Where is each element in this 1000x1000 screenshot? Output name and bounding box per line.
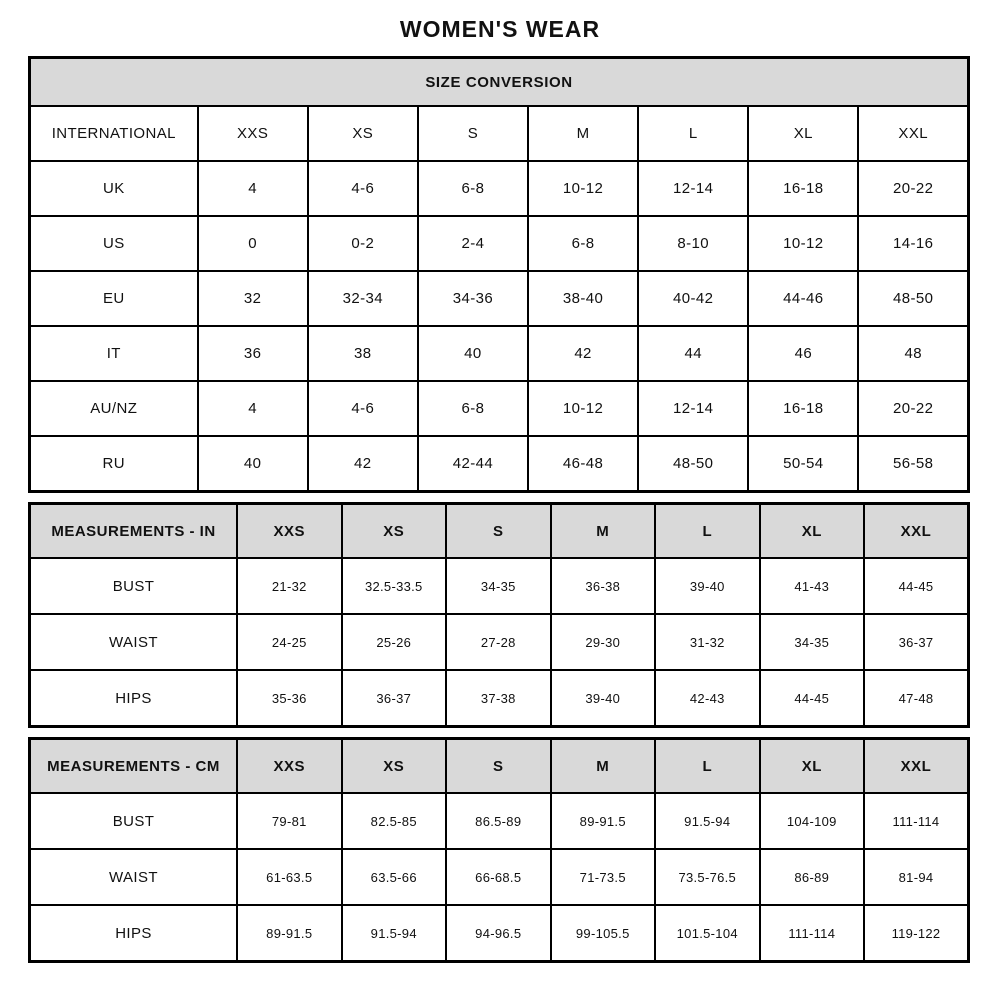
value-cell: 31-32 [655,614,760,670]
value-cell: 44-46 [748,271,858,326]
table-row [30,381,969,436]
value-cell: XXL [858,106,968,161]
value-cell: 61-63.5 [237,849,342,905]
value-cell: XXS [198,106,308,161]
size-column-header: L [655,504,760,559]
value-cell: 63.5-66 [342,849,447,905]
value-cell: 10-12 [528,161,638,216]
size-column-header: XL [760,504,865,559]
value-cell: 99-105.5 [551,905,656,962]
value-cell: 4-6 [308,161,418,216]
value-cell: 44-45 [760,670,865,727]
value-cell: 101.5-104 [655,905,760,962]
size-column-header: XXL [864,739,968,794]
value-cell: 119-122 [864,905,968,962]
value-cell: XS [308,106,418,161]
value-cell: 42-44 [418,436,528,492]
table-row [30,216,969,271]
value-cell: 36 [198,326,308,381]
value-cell: 48-50 [638,436,748,492]
row-label-cell: WAIST [30,614,238,670]
value-cell: 91.5-94 [342,905,447,962]
value-cell: 8-10 [638,216,748,271]
table-row [30,106,969,161]
value-cell: L [638,106,748,161]
value-cell: 104-109 [760,793,865,849]
size-column-header: M [551,739,656,794]
value-cell: 46-48 [528,436,638,492]
measurements-cm-table [28,737,970,963]
value-cell: 0-2 [308,216,418,271]
value-cell: 35-36 [237,670,342,727]
value-cell: 32.5-33.5 [342,558,447,614]
table-header-row [30,739,969,794]
row-label-cell: AU/NZ [30,381,198,436]
table-row [30,849,969,905]
value-cell: 44 [638,326,748,381]
value-cell: 16-18 [748,161,858,216]
table-row [30,436,969,492]
row-label-cell: WAIST [30,849,238,905]
value-cell: 71-73.5 [551,849,656,905]
value-cell: 40 [418,326,528,381]
value-cell: 73.5-76.5 [655,849,760,905]
row-label-cell: BUST [30,793,238,849]
value-cell: 86-89 [760,849,865,905]
value-cell: 6-8 [418,161,528,216]
value-cell: 48 [858,326,968,381]
value-cell: 10-12 [748,216,858,271]
value-cell: 44-45 [864,558,968,614]
table-row [30,614,969,670]
value-cell: 36-38 [551,558,656,614]
value-cell: 56-58 [858,436,968,492]
value-cell: 79-81 [237,793,342,849]
value-cell: 10-12 [528,381,638,436]
row-label-cell: HIPS [30,670,238,727]
value-cell: 21-32 [237,558,342,614]
value-cell: 89-91.5 [551,793,656,849]
value-cell: 86.5-89 [446,793,551,849]
row-label-cell: US [30,216,198,271]
value-cell: 39-40 [655,558,760,614]
size-column-header: S [446,739,551,794]
value-cell: 47-48 [864,670,968,727]
size-conversion-table [28,56,970,493]
value-cell: 42 [528,326,638,381]
value-cell: 37-38 [446,670,551,727]
value-cell: 38 [308,326,418,381]
value-cell: 50-54 [748,436,858,492]
value-cell: 42 [308,436,418,492]
value-cell: 4-6 [308,381,418,436]
value-cell: 20-22 [858,161,968,216]
value-cell: 20-22 [858,381,968,436]
size-column-header: L [655,739,760,794]
value-cell: 66-68.5 [446,849,551,905]
value-cell: 14-16 [858,216,968,271]
value-cell: 36-37 [342,670,447,727]
size-column-header: XL [760,739,865,794]
value-cell: 91.5-94 [655,793,760,849]
table-row [30,326,969,381]
value-cell: 48-50 [858,271,968,326]
value-cell: 42-43 [655,670,760,727]
value-cell: M [528,106,638,161]
value-cell: 41-43 [760,558,865,614]
table-header-row [30,504,969,559]
measurements-cm-title: MEASUREMENTS - CM [30,739,238,794]
size-column-header: XXS [237,739,342,794]
row-label-cell: IT [30,326,198,381]
value-cell: 34-36 [418,271,528,326]
value-cell: 16-18 [748,381,858,436]
value-cell: 46 [748,326,858,381]
row-label-cell: INTERNATIONAL [30,106,198,161]
row-label-cell: HIPS [30,905,238,962]
value-cell: 39-40 [551,670,656,727]
value-cell: 81-94 [864,849,968,905]
value-cell: 32 [198,271,308,326]
value-cell: 32-34 [308,271,418,326]
row-label-cell: EU [30,271,198,326]
measurements-in-title: MEASUREMENTS - IN [30,504,238,559]
size-column-header: XXL [864,504,968,559]
row-label-cell: BUST [30,558,238,614]
value-cell: 111-114 [864,793,968,849]
value-cell: 24-25 [237,614,342,670]
value-cell: 2-4 [418,216,528,271]
value-cell: 6-8 [418,381,528,436]
table-banner-row [30,58,969,107]
value-cell: 0 [198,216,308,271]
value-cell: 27-28 [446,614,551,670]
size-column-header: XXS [237,504,342,559]
size-column-header: M [551,504,656,559]
value-cell: 40-42 [638,271,748,326]
value-cell: 4 [198,381,308,436]
size-column-header: S [446,504,551,559]
size-column-header: XS [342,739,447,794]
measurements-in-table [28,502,970,728]
value-cell: 94-96.5 [446,905,551,962]
size-column-header: XS [342,504,447,559]
table-row [30,670,969,727]
table-row [30,905,969,962]
size-conversion-title: SIZE CONVERSION [30,58,969,107]
value-cell: 89-91.5 [237,905,342,962]
value-cell: S [418,106,528,161]
row-label-cell: UK [30,161,198,216]
row-label-cell: RU [30,436,198,492]
value-cell: 111-114 [760,905,865,962]
value-cell: 29-30 [551,614,656,670]
value-cell: 25-26 [342,614,447,670]
value-cell: 34-35 [760,614,865,670]
value-cell: 40 [198,436,308,492]
value-cell: 4 [198,161,308,216]
value-cell: 6-8 [528,216,638,271]
table-row [30,558,969,614]
value-cell: XL [748,106,858,161]
value-cell: 12-14 [638,161,748,216]
page-title: WOMEN'S WEAR [399,16,601,42]
table-row [30,271,969,326]
value-cell: 12-14 [638,381,748,436]
value-cell: 38-40 [528,271,638,326]
table-row [30,161,969,216]
value-cell: 34-35 [446,558,551,614]
value-cell: 36-37 [864,614,968,670]
table-row [30,793,969,849]
value-cell: 82.5-85 [342,793,447,849]
